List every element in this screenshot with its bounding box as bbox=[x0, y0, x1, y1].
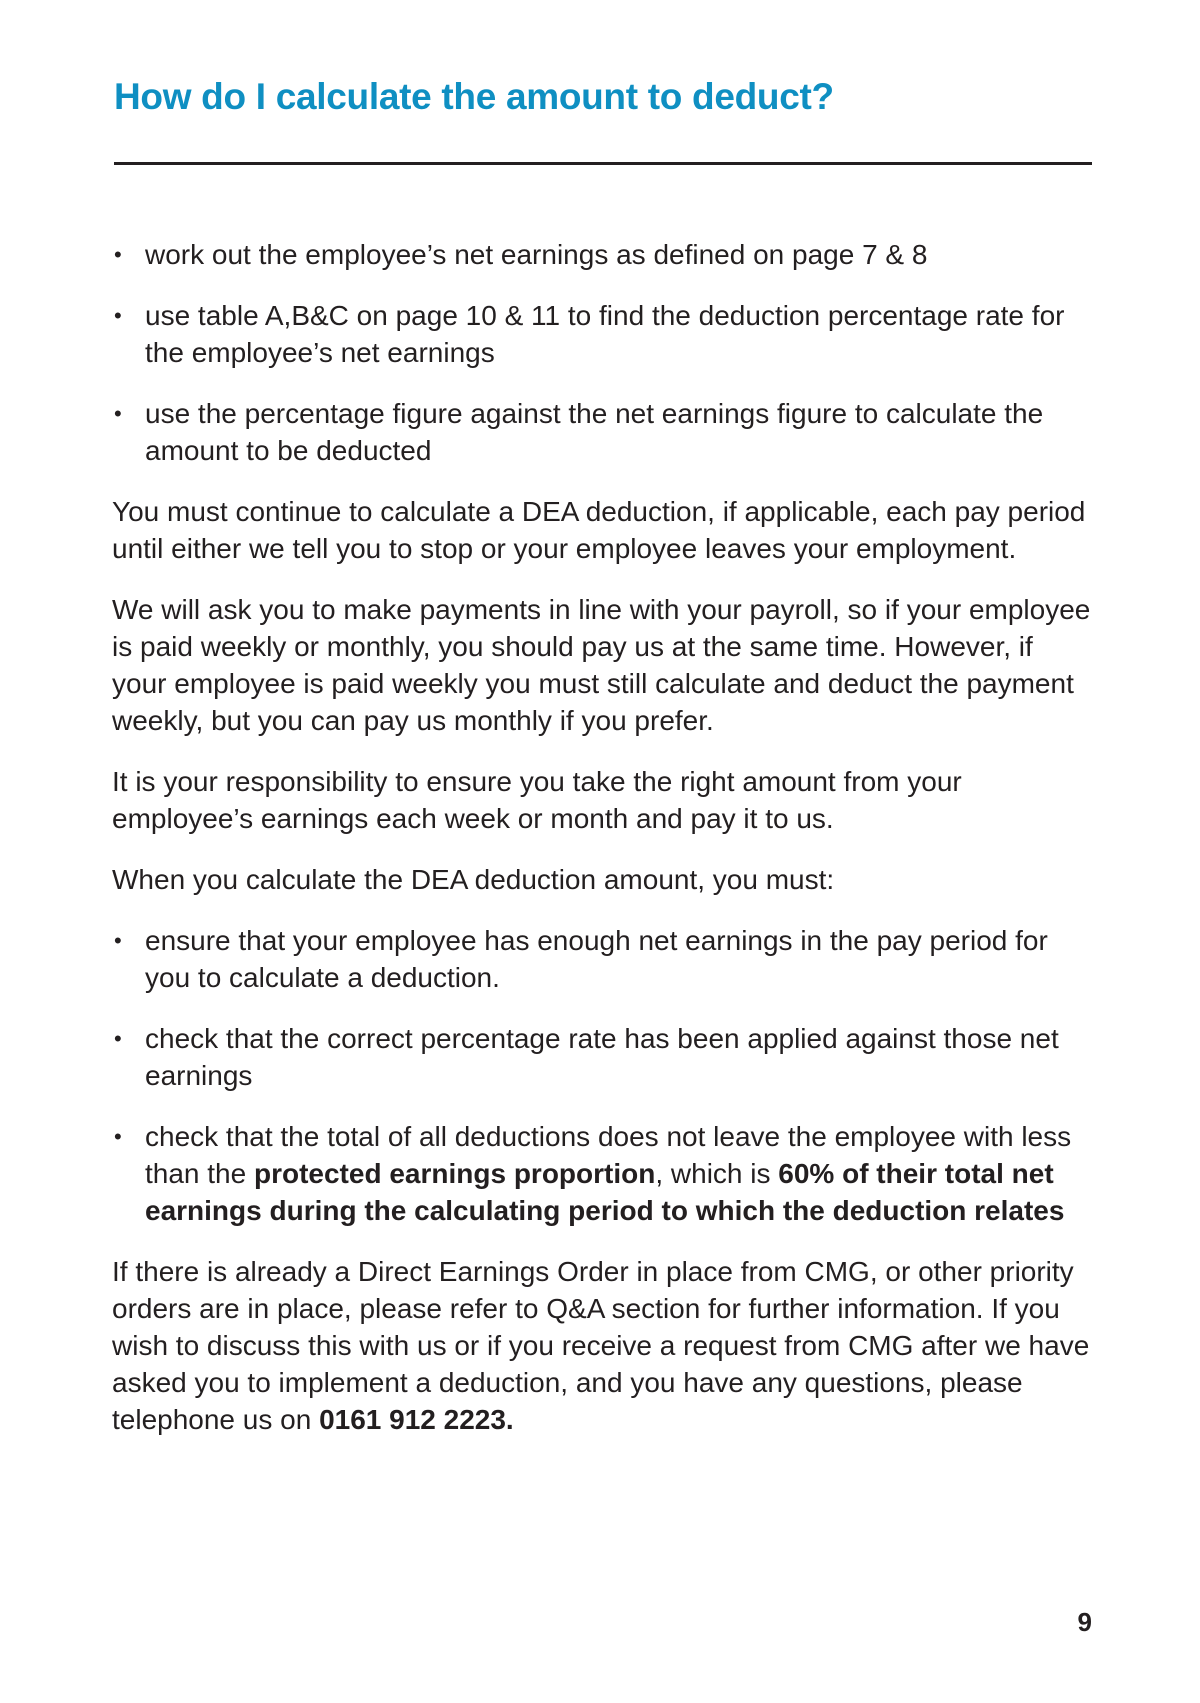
responsibility-paragraph: It is your responsibility to ensure you take the right amount from your employee’s earnings each week or month and pay it to us. bbox=[112, 766, 962, 834]
protected-earnings-term: protected earnings proportion bbox=[253, 1158, 656, 1189]
list-item bbox=[112, 1118, 1092, 1229]
requirements-list bbox=[112, 922, 1092, 1229]
protected-earnings-mid: , which is bbox=[655, 1158, 779, 1189]
steps-list bbox=[112, 236, 1092, 469]
phone-number: 0161 912 2223. bbox=[319, 1404, 514, 1435]
continue-paragraph: You must continue to calculate a DEA deduction, if applicable, each pay period until either we tell you to stop or your employee leaves your employment. bbox=[112, 496, 1086, 564]
heading-divider bbox=[114, 162, 1092, 165]
protected-earnings-definition: 60% of their total net earnings during the calculating period to which the deduction relates bbox=[145, 1158, 1065, 1226]
further-info-text: If there is already a Direct Earnings Order in place from CMG, or other priority orders are in place, please refer to Q&A section for further information. If you wish to discuss this with us or if you receive a request from CMG after we have asked you to implement a deduction, and you have any questions, please telephone us on bbox=[112, 1256, 1090, 1435]
list-item: • ensure that your employee has enough net earnings in the pay period for you to calculate a deduction. bbox=[112, 922, 1092, 996]
further-info-paragraph bbox=[112, 1253, 1092, 1438]
page-title: How do I calculate the amount to deduct? bbox=[114, 76, 834, 117]
list-item: • use the percentage figure against the net earnings figure to calculate the amount to be deducted bbox=[112, 395, 1092, 469]
page-number: 9 bbox=[1077, 1607, 1092, 1637]
page-content bbox=[112, 236, 1092, 1462]
payments-paragraph: We will ask you to make payments in line with your payroll, so if your employee is paid weekly or monthly, you should pay us at the same time. However, if your employee is paid weekly you must still calculate and deduct the payment weekly, but you can pay us monthly if you prefer. bbox=[112, 594, 1091, 736]
protected-earnings-prefix: check that the total of all deductions does not leave the employee with less than the bbox=[145, 1121, 1072, 1189]
list-item: • work out the employee’s net earnings as defined on page 7 & 8 bbox=[112, 236, 1092, 273]
list-item: • use table A,B&C on page 10 & 11 to find the deduction percentage rate for the employee’s net earnings bbox=[112, 297, 1092, 371]
calculation-intro: When you calculate the DEA deduction amount, you must: bbox=[112, 864, 835, 895]
list-item: • check that the correct percentage rate has been applied against those net earnings bbox=[112, 1020, 1092, 1094]
